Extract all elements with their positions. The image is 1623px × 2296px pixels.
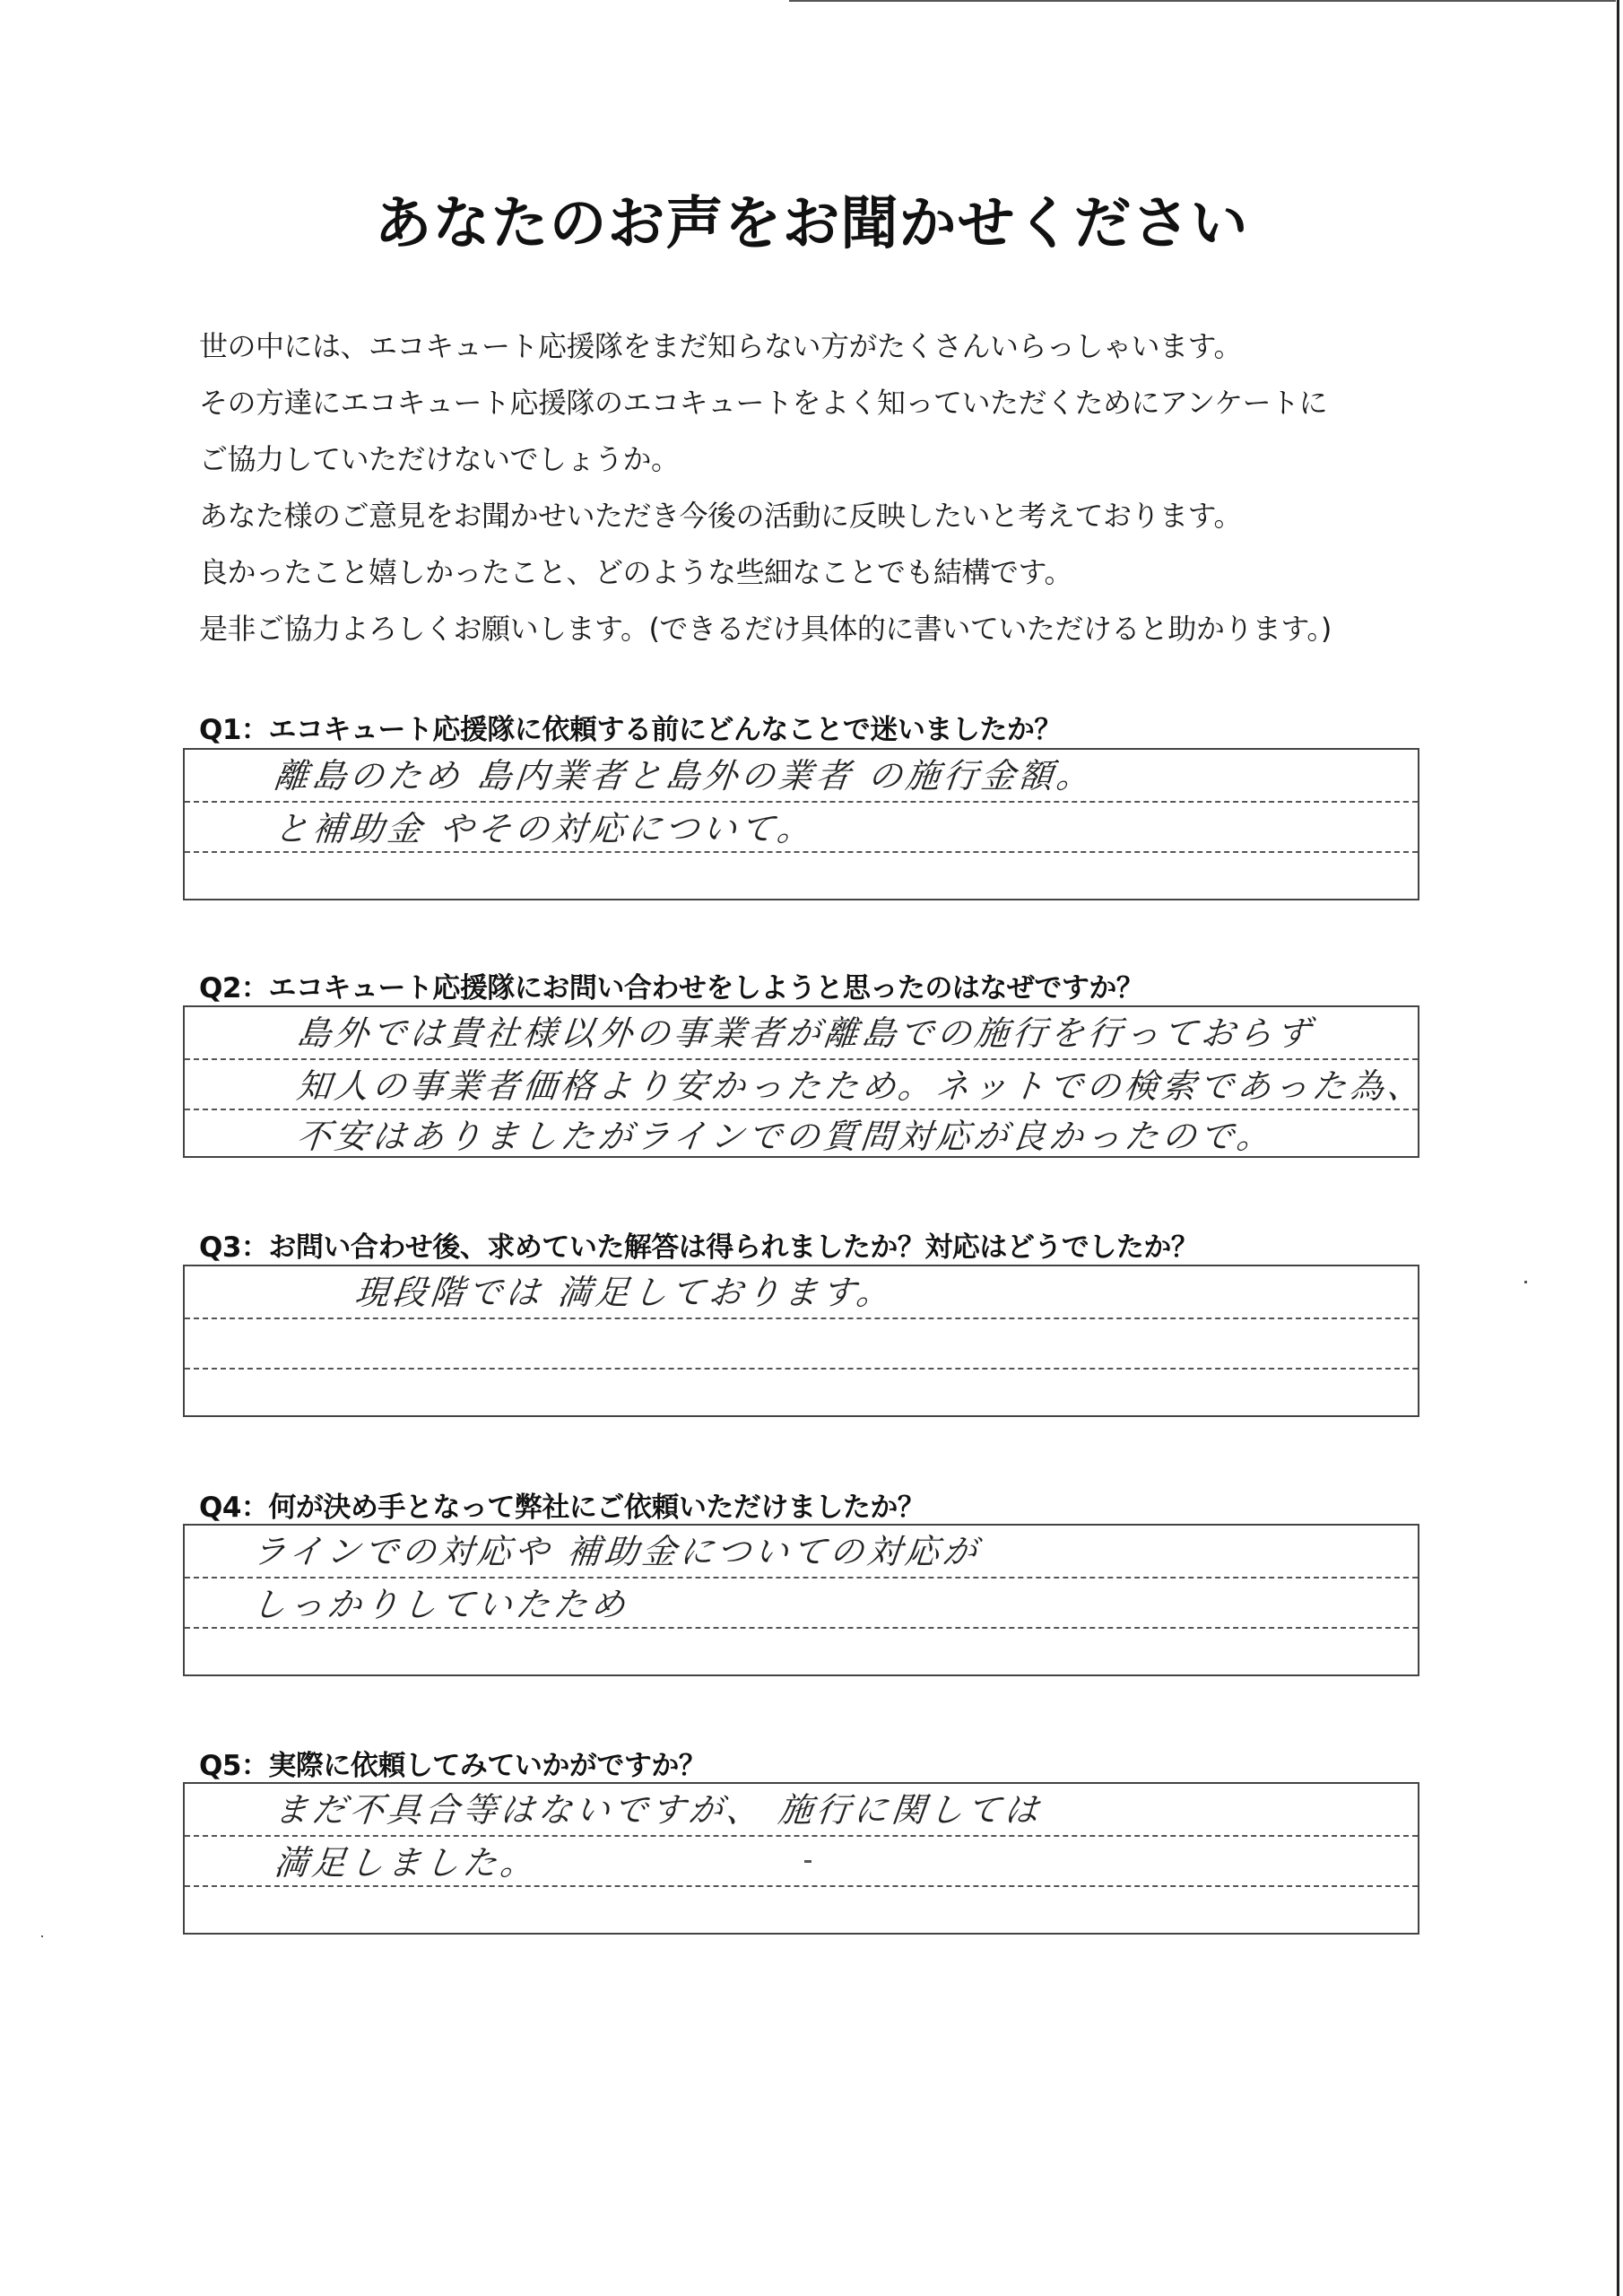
answer-line bbox=[185, 1266, 1418, 1317]
handwritten-answer: 満足しました。 bbox=[272, 1843, 541, 1883]
intro-line: ご協力していただけないでしょうか。 bbox=[199, 442, 680, 476]
question-5-label: Q5：実際に依頼してみていかがですか？ bbox=[199, 1750, 707, 1782]
intro-paragraph bbox=[199, 318, 1472, 657]
intro-line: あなた様のご意見をお聞かせいただき今後の活動に反映したいと考えております。 bbox=[199, 499, 1242, 533]
scan-right-edge bbox=[1617, 0, 1619, 2296]
handwritten-answer: しっかりしていたため bbox=[249, 1585, 631, 1624]
answer-box-q4 bbox=[183, 1524, 1419, 1676]
answer-box-q1 bbox=[183, 748, 1419, 900]
question-4-label: Q4：何が決め手となって弊社にご依頼いただけましたか？ bbox=[199, 1492, 925, 1524]
handwritten-answer: 島外では貴社様以外の事業者が離島での施行を行っておらず bbox=[294, 1013, 1316, 1053]
answer-line bbox=[185, 1526, 1418, 1576]
answer-line bbox=[185, 1885, 1418, 1937]
answer-line bbox=[185, 1577, 1418, 1629]
intro-line: 是非ご協力よろしくお願いします。(できるだけ具体的に書いていただけると助かります。) bbox=[199, 612, 1332, 646]
handwritten-answer: 現段階では 満足しております。 bbox=[352, 1273, 897, 1312]
answer-line bbox=[185, 750, 1418, 800]
scan-speck bbox=[804, 1860, 812, 1863]
intro-line: 良かったこと嬉しかったこと、どのような些細なことでも結構です。 bbox=[199, 555, 1072, 589]
answer-line bbox=[185, 1318, 1418, 1370]
answer-line bbox=[185, 1007, 1418, 1057]
answer-line bbox=[185, 1058, 1428, 1110]
intro-line: 世の中には、エコキュート応援隊をまだ知らない方がたくさんいらっしゃいます。 bbox=[199, 329, 1242, 363]
intro-line: その方達にエコキュート応援隊のエコキュートをよく知っていただくためにアンケートに bbox=[199, 386, 1328, 420]
handwritten-answer: と補助金 やその対応について。 bbox=[272, 809, 817, 848]
answer-line bbox=[185, 851, 1418, 903]
question-3-label: Q3：お問い合わせ後、求めていた解答は得られましたか？対応はどうでしたか？ bbox=[199, 1231, 1199, 1264]
answer-line bbox=[185, 1784, 1418, 1834]
answer-line bbox=[185, 1109, 1418, 1161]
answer-box-q2 bbox=[183, 1005, 1428, 1158]
handwritten-answer: ラインでの対応や 補助金についての対応が bbox=[249, 1532, 983, 1571]
handwritten-answer: 離島のため 島内業者と島外の業者 の施行金額。 bbox=[272, 756, 1097, 796]
scan-speck bbox=[41, 1935, 43, 1937]
question-2-label: Q2：エコキュート応援隊にお問い合わせをしようと思ったのはなぜですか？ bbox=[199, 972, 1144, 1004]
answer-line bbox=[185, 1368, 1418, 1420]
page-title: あなたのお声をお聞かせください bbox=[374, 191, 1249, 257]
answer-line bbox=[185, 1835, 1418, 1887]
handwritten-answer: まだ不具合等はないですが、 施行に関しては bbox=[272, 1790, 1045, 1830]
scan-speck bbox=[1524, 1281, 1527, 1283]
handwritten-answer: 知人の事業者価格より安かったため。ネットでの検索であった為、 bbox=[294, 1066, 1428, 1106]
scan-top-edge bbox=[789, 0, 1616, 2]
answer-line bbox=[185, 1627, 1418, 1679]
answer-line bbox=[185, 801, 1418, 853]
question-1-label: Q1：エコキュート応援隊に依頼する前にどんなことで迷いましたか？ bbox=[199, 714, 1062, 746]
answer-box-q5 bbox=[183, 1782, 1419, 1935]
answer-box-q3 bbox=[183, 1265, 1419, 1417]
handwritten-answer: 不安はありましたがラインでの質問対応が良かったので。 bbox=[294, 1117, 1277, 1156]
